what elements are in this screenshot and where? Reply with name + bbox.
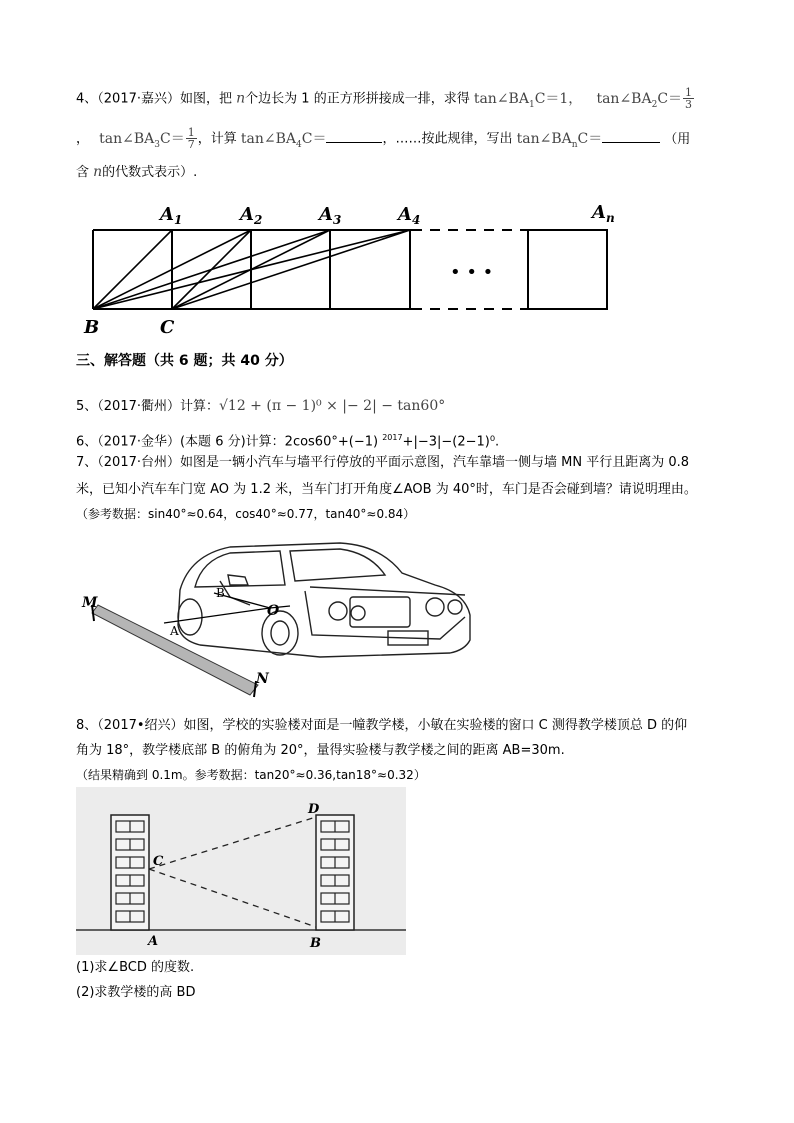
answer-blank-tan4[interactable] <box>326 129 382 143</box>
tann-expression: $\tan\angle BA_nC=$ <box>516 130 603 150</box>
car-figure <box>80 535 480 710</box>
label-d: D <box>308 802 320 817</box>
answer-blank-tann[interactable] <box>602 129 660 143</box>
label-a8: A <box>148 934 159 949</box>
ellipsis-dots: • • • <box>450 262 494 283</box>
label-a2: $A_2$ <box>240 204 263 227</box>
q4-use: （用 <box>664 131 691 147</box>
label-n: N <box>256 671 269 687</box>
q4-line2 <box>76 127 690 154</box>
q8-sub2: (2)求教学楼的高 BD <box>76 985 196 1000</box>
q6-line <box>76 428 499 452</box>
label-a3: $A_3$ <box>319 204 342 227</box>
q4-mid: 个边长为 1 的正方形拼接成一排，求得 <box>245 91 474 107</box>
q4-pattern: ，……按此规律，写出 <box>382 131 517 147</box>
label-a1: $A_1$ <box>160 204 183 227</box>
tan1-expression: $\tan\angle BA_1C=1$， <box>473 90 583 110</box>
q5-line <box>76 396 445 417</box>
label-c8: C <box>153 854 164 869</box>
label-b8: B <box>310 936 321 951</box>
n-variable: n <box>236 90 246 107</box>
q7-line1: 7、（2017·台州）如图是一辆小汽车与墙平行停放的平面示意图，汽车靠墙一侧与墙 MN 平行且距离为 0.8 <box>76 455 690 470</box>
comma: ， <box>76 131 90 147</box>
label-m: M <box>82 595 98 611</box>
q4-line1 <box>76 87 695 114</box>
label-b: B <box>84 317 100 338</box>
q8-line3: （结果精确到 0.1m。参考数据：tan20°≈0.36,tan18°≈0.32） <box>76 768 426 782</box>
section-heading: 三、解答题（共 6 题；共 40 分） <box>76 353 293 369</box>
tan3-expression: $\tan\angle BA_3C=$ $\frac{1}{7}$ <box>99 126 195 151</box>
q5-expression: √12 + (π − 1)⁰ × |− 2| − tan60° <box>219 398 446 414</box>
q8-sub1: (1)求∠BCD 的度数. <box>76 960 195 975</box>
q4-intro: 4、（2017·嘉兴）如图，把 <box>76 91 237 107</box>
q7-line3: （参考数据：sin40°≈0.64，cos40°≈0.77，tan40°≈0.84） <box>76 507 416 521</box>
q4-express: 的代数式表示）. <box>102 165 198 180</box>
q6-text: 6、（2017·金华）(本题 6 分)计算：2cos60°+(−1) <box>76 434 383 450</box>
q5-text: 5、（2017·衢州）计算： <box>76 399 219 414</box>
q6-text-end: +|−3|−(2−1)⁰. <box>402 434 500 450</box>
tan4-expression: $\tan\angle BA_4C=$ <box>240 130 327 150</box>
q4-compute: ，计算 <box>197 131 241 147</box>
tan2-expression: $\tan\angle BA_2C=$ $\frac{1}{3}$ <box>596 86 693 111</box>
q4-contain: 含 <box>76 165 94 180</box>
label-an: $A_n$ <box>592 202 615 225</box>
label-c: C <box>160 317 175 338</box>
label-o: O <box>267 603 280 619</box>
label-a4: $A_4$ <box>398 204 421 227</box>
squares-figure <box>80 198 620 340</box>
q8-line1: 8、（2017•绍兴）如图，学校的实验楼对面是一幢教学楼，小敏在实验楼的窗口 C 测得教学楼顶总 D 的仰 <box>76 718 688 733</box>
q8-line2: 角为 18°，教学楼底部 B 的俯角为 20°，量得实验楼与教学楼之间的距离 AB=30m. <box>76 743 565 758</box>
label-b-car: B <box>216 586 225 600</box>
label-a: A <box>170 624 179 638</box>
buildings-figure <box>76 787 406 955</box>
q6-exponent: 2017 <box>382 433 403 442</box>
q7-line2: 米，已知小汽车车门宽 AO 为 1.2 米，当车门打开角度∠AOB 为 40°时，车门是否会碰到墙？请说明理由。 <box>76 482 697 497</box>
n-variable: n <box>93 164 103 180</box>
q4-line3 <box>76 162 197 183</box>
